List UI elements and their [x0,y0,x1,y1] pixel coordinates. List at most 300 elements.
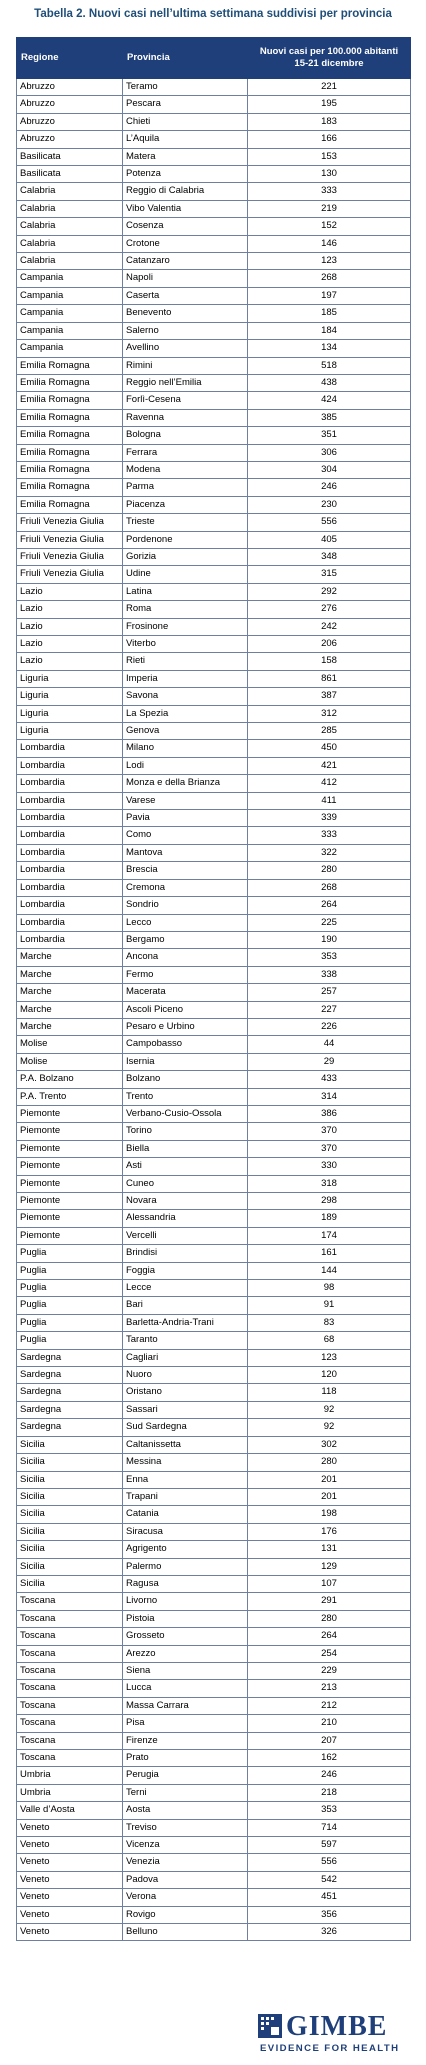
cell-regione: Marche [17,1001,123,1018]
cell-regione: Sardegna [17,1384,123,1401]
table-row [17,1071,411,1088]
cell-regione: Lombardia [17,792,123,809]
header-provincia: Provincia [123,38,248,79]
cell-regione: Lombardia [17,879,123,896]
cell-regione: Lazio [17,583,123,600]
cell-nuovi-casi: 184 [248,322,411,339]
header-regione: Regione [17,38,123,79]
cell-provincia: L’Aquila [123,131,248,148]
cell-provincia: Pavia [123,810,248,827]
gimbe-logo-name: GIMBE [286,2011,388,2042]
cell-provincia: Arezzo [123,1645,248,1662]
cell-provincia: Torino [123,1123,248,1140]
table-row [17,740,411,757]
cell-provincia: Rieti [123,653,248,670]
cell-regione: Calabria [17,235,123,252]
cell-nuovi-casi: 268 [248,879,411,896]
cell-regione: Toscana [17,1610,123,1627]
cell-nuovi-casi: 197 [248,287,411,304]
cell-provincia: Lucca [123,1680,248,1697]
cell-nuovi-casi: 264 [248,1628,411,1645]
cell-nuovi-casi: 207 [248,1732,411,1749]
table-row [17,1819,411,1836]
cell-nuovi-casi: 153 [248,148,411,165]
header-nuovi-casi-line2: 15-21 dicembre [294,58,364,69]
cell-regione: Toscana [17,1715,123,1732]
table-row [17,1227,411,1244]
cell-provincia: Rimini [123,357,248,374]
cell-provincia: Mantova [123,844,248,861]
table-row [17,1628,411,1645]
table-row [17,409,411,426]
cell-nuovi-casi: 68 [248,1332,411,1349]
cell-regione: Emilia Romagna [17,479,123,496]
cell-nuovi-casi: 597 [248,1837,411,1854]
cell-regione: Lazio [17,653,123,670]
table-row [17,1140,411,1157]
cell-nuovi-casi: 556 [248,514,411,531]
cell-provincia: Massa Carrara [123,1697,248,1714]
cell-provincia: Ravenna [123,409,248,426]
cell-nuovi-casi: 298 [248,1193,411,1210]
cell-nuovi-casi: 218 [248,1784,411,1801]
cell-provincia: Matera [123,148,248,165]
cell-nuovi-casi: 339 [248,810,411,827]
cell-regione: Lombardia [17,757,123,774]
cell-nuovi-casi: 411 [248,792,411,809]
cell-provincia: Vibo Valentia [123,200,248,217]
cell-provincia: Genova [123,723,248,740]
cell-nuovi-casi: 92 [248,1419,411,1436]
cell-provincia: Potenza [123,166,248,183]
table-row [17,1401,411,1418]
cell-regione: Toscana [17,1593,123,1610]
table-row [17,1384,411,1401]
cell-provincia: Pisa [123,1715,248,1732]
table-row [17,1488,411,1505]
cell-nuovi-casi: 370 [248,1123,411,1140]
cell-regione: Lombardia [17,740,123,757]
cell-nuovi-casi: 433 [248,1071,411,1088]
cell-nuovi-casi: 257 [248,984,411,1001]
table-row [17,1802,411,1819]
cell-nuovi-casi: 276 [248,601,411,618]
cell-provincia: Perugia [123,1767,248,1784]
cell-provincia: Biella [123,1140,248,1157]
table-row [17,200,411,217]
cell-regione: Lombardia [17,844,123,861]
cell-regione: Sardegna [17,1419,123,1436]
cell-regione: Puglia [17,1280,123,1297]
table-row [17,1750,411,1767]
cell-provincia: Parma [123,479,248,496]
cell-nuovi-casi: 424 [248,392,411,409]
table-row [17,775,411,792]
cell-provincia: Pesaro e Urbino [123,1018,248,1035]
cell-regione: Liguria [17,705,123,722]
cell-nuovi-casi: 120 [248,1367,411,1384]
cell-nuovi-casi: 29 [248,1053,411,1070]
cell-provincia: Treviso [123,1819,248,1836]
cell-regione: Marche [17,1018,123,1035]
cell-nuovi-casi: 302 [248,1436,411,1453]
cell-nuovi-casi: 333 [248,827,411,844]
cell-provincia: Pistoia [123,1610,248,1627]
cell-regione: Lombardia [17,827,123,844]
cell-nuovi-casi: 356 [248,1906,411,1923]
cell-regione: Marche [17,966,123,983]
cell-regione: Emilia Romagna [17,496,123,513]
table-row [17,1593,411,1610]
cell-nuovi-casi: 210 [248,1715,411,1732]
table-row [17,1558,411,1575]
table-row [17,1193,411,1210]
cell-regione: Toscana [17,1697,123,1714]
cell-regione: Toscana [17,1645,123,1662]
cell-regione: Campania [17,287,123,304]
table-row [17,1575,411,1592]
cell-nuovi-casi: 292 [248,583,411,600]
cell-regione: Calabria [17,200,123,217]
cell-regione: Molise [17,1053,123,1070]
table-row [17,1332,411,1349]
table-row [17,1105,411,1122]
cell-provincia: Vicenza [123,1837,248,1854]
cases-table [16,37,411,1941]
cell-provincia: Frosinone [123,618,248,635]
cell-provincia: Vercelli [123,1227,248,1244]
cell-regione: Umbria [17,1767,123,1784]
cell-regione: Abruzzo [17,96,123,113]
cell-provincia: Cagliari [123,1349,248,1366]
cell-provincia: Catanzaro [123,253,248,270]
cell-provincia: Aosta [123,1802,248,1819]
cell-nuovi-casi: 129 [248,1558,411,1575]
header-nuovi-casi-line1: Nuovi casi per 100.000 abitanti [259,46,399,57]
cell-regione: Sicilia [17,1541,123,1558]
cell-regione: Toscana [17,1662,123,1679]
table-row [17,113,411,130]
cell-provincia: Como [123,827,248,844]
cell-nuovi-casi: 348 [248,548,411,565]
cell-provincia: Piacenza [123,496,248,513]
cell-provincia: Ragusa [123,1575,248,1592]
table-row [17,1662,411,1679]
cell-provincia: Ancona [123,949,248,966]
cell-provincia: Isernia [123,1053,248,1070]
cell-provincia: Novara [123,1193,248,1210]
cell-nuovi-casi: 144 [248,1262,411,1279]
table-row [17,531,411,548]
cell-nuovi-casi: 229 [248,1662,411,1679]
cell-provincia: Rovigo [123,1906,248,1923]
cell-nuovi-casi: 312 [248,705,411,722]
cell-regione: Friuli Venezia Giulia [17,566,123,583]
cell-nuovi-casi: 314 [248,1088,411,1105]
cell-nuovi-casi: 206 [248,636,411,653]
cell-nuovi-casi: 318 [248,1175,411,1192]
cell-provincia: Lodi [123,757,248,774]
cell-provincia: Avellino [123,340,248,357]
cell-provincia: Oristano [123,1384,248,1401]
cell-regione: Molise [17,1036,123,1053]
table-row [17,427,411,444]
cell-provincia: Palermo [123,1558,248,1575]
cell-provincia: Trapani [123,1488,248,1505]
cell-nuovi-casi: 351 [248,427,411,444]
cell-regione: Veneto [17,1837,123,1854]
table-row [17,1523,411,1540]
cell-nuovi-casi: 254 [248,1645,411,1662]
cell-regione: Puglia [17,1262,123,1279]
cell-provincia: Taranto [123,1332,248,1349]
cell-regione: Piemonte [17,1140,123,1157]
cell-provincia: Cuneo [123,1175,248,1192]
gimbe-logo-mark-icon [258,2014,282,2038]
cell-regione: Sicilia [17,1471,123,1488]
cell-provincia: Monza e della Brianza [123,775,248,792]
table-row [17,1245,411,1262]
table-row [17,1123,411,1140]
cell-regione: Piemonte [17,1105,123,1122]
table-row [17,392,411,409]
cell-nuovi-casi: 714 [248,1819,411,1836]
cell-provincia: Asti [123,1158,248,1175]
cell-nuovi-casi: 190 [248,931,411,948]
cell-nuovi-casi: 556 [248,1854,411,1871]
cell-nuovi-casi: 146 [248,235,411,252]
cell-regione: Abruzzo [17,131,123,148]
table-row [17,1314,411,1331]
cell-regione: Veneto [17,1871,123,1888]
cell-provincia: Belluno [123,1924,248,1941]
table-row [17,653,411,670]
table-row [17,1645,411,1662]
table-row [17,270,411,287]
cell-nuovi-casi: 221 [248,79,411,96]
cell-nuovi-casi: 189 [248,1210,411,1227]
cell-regione: Piemonte [17,1158,123,1175]
cell-provincia: Bari [123,1297,248,1314]
cell-nuovi-casi: 118 [248,1384,411,1401]
cell-regione: Campania [17,270,123,287]
cell-nuovi-casi: 330 [248,1158,411,1175]
table-row [17,1454,411,1471]
table-row [17,618,411,635]
cell-provincia: Milano [123,740,248,757]
cell-provincia: Trieste [123,514,248,531]
table-row [17,636,411,653]
cell-nuovi-casi: 198 [248,1506,411,1523]
cell-provincia: La Spezia [123,705,248,722]
cell-nuovi-casi: 387 [248,688,411,705]
header-nuovi-casi [248,38,411,79]
table-row [17,461,411,478]
cell-nuovi-casi: 174 [248,1227,411,1244]
table-row [17,966,411,983]
table-row [17,479,411,496]
cell-regione: Piemonte [17,1193,123,1210]
cell-regione: Lazio [17,618,123,635]
cell-provincia: Bologna [123,427,248,444]
table-row [17,357,411,374]
table-row [17,670,411,687]
cell-nuovi-casi: 212 [248,1697,411,1714]
cell-provincia: Udine [123,566,248,583]
cell-regione: Veneto [17,1854,123,1871]
table-row [17,1349,411,1366]
table-row [17,1158,411,1175]
gimbe-logo-tagline: EVIDENCE FOR HEALTH [260,2043,400,2054]
cell-provincia: Benevento [123,305,248,322]
cell-regione: Lombardia [17,914,123,931]
cell-regione: Puglia [17,1314,123,1331]
cell-nuovi-casi: 130 [248,166,411,183]
cell-regione: Basilicata [17,148,123,165]
table-row [17,253,411,270]
cell-regione: Campania [17,340,123,357]
cell-nuovi-casi: 166 [248,131,411,148]
cell-regione: Friuli Venezia Giulia [17,531,123,548]
cell-regione: Lombardia [17,897,123,914]
table-row [17,844,411,861]
cell-provincia: Imperia [123,670,248,687]
table-row [17,131,411,148]
cell-regione: Sicilia [17,1436,123,1453]
cell-regione: Puglia [17,1245,123,1262]
table-row [17,1715,411,1732]
table-row [17,688,411,705]
cell-provincia: Verona [123,1889,248,1906]
cell-nuovi-casi: 225 [248,914,411,931]
cell-nuovi-casi: 246 [248,1767,411,1784]
cell-regione: Piemonte [17,1210,123,1227]
cell-regione: Sicilia [17,1523,123,1540]
table-row [17,792,411,809]
cell-regione: Sicilia [17,1575,123,1592]
table-row [17,374,411,391]
table-row [17,1210,411,1227]
table-row [17,1871,411,1888]
cell-regione: Emilia Romagna [17,374,123,391]
cell-nuovi-casi: 123 [248,253,411,270]
cell-provincia: Lecce [123,1280,248,1297]
table-row [17,287,411,304]
cell-nuovi-casi: 92 [248,1401,411,1418]
cell-regione: Piemonte [17,1227,123,1244]
cell-regione: Piemonte [17,1175,123,1192]
cell-provincia: Padova [123,1871,248,1888]
cell-regione: Calabria [17,218,123,235]
cell-nuovi-casi: 227 [248,1001,411,1018]
cell-regione: Sicilia [17,1558,123,1575]
cell-provincia: Terni [123,1784,248,1801]
cell-regione: Abruzzo [17,113,123,130]
table-row [17,1471,411,1488]
cell-provincia: Fermo [123,966,248,983]
cell-provincia: Bolzano [123,1071,248,1088]
cell-regione: Abruzzo [17,79,123,96]
cell-regione: Calabria [17,253,123,270]
cell-regione: Marche [17,949,123,966]
cell-provincia: Reggio nell’Emilia [123,374,248,391]
cell-provincia: Verbano-Cusio-Ossola [123,1105,248,1122]
cell-provincia: Sondrio [123,897,248,914]
cell-regione: P.A. Bolzano [17,1071,123,1088]
cell-provincia: Firenze [123,1732,248,1749]
cell-nuovi-casi: 280 [248,862,411,879]
cell-nuovi-casi: 285 [248,723,411,740]
cell-provincia: Teramo [123,79,248,96]
cell-provincia: Pordenone [123,531,248,548]
cell-nuovi-casi: 230 [248,496,411,513]
cell-regione: Lombardia [17,862,123,879]
table-row [17,879,411,896]
cell-provincia: Grosseto [123,1628,248,1645]
table-header-row [17,38,411,79]
cell-provincia: Livorno [123,1593,248,1610]
table-row [17,1088,411,1105]
cell-regione: Lombardia [17,775,123,792]
cell-provincia: Viterbo [123,636,248,653]
cell-regione: Sardegna [17,1367,123,1384]
cell-regione: Basilicata [17,166,123,183]
cell-regione: Piemonte [17,1123,123,1140]
cell-nuovi-casi: 185 [248,305,411,322]
cell-nuovi-casi: 131 [248,1541,411,1558]
cell-nuovi-casi: 438 [248,374,411,391]
cell-nuovi-casi: 421 [248,757,411,774]
cell-regione: Toscana [17,1628,123,1645]
cell-nuovi-casi: 83 [248,1314,411,1331]
cell-provincia: Enna [123,1471,248,1488]
cell-regione: Lombardia [17,931,123,948]
cell-provincia: Siracusa [123,1523,248,1540]
cell-regione: Veneto [17,1906,123,1923]
table-row [17,1280,411,1297]
cell-regione: Lazio [17,636,123,653]
table-row [17,1036,411,1053]
table-row [17,931,411,948]
cell-regione: Liguria [17,670,123,687]
table-row [17,148,411,165]
table-row [17,1854,411,1871]
cell-provincia: Prato [123,1750,248,1767]
cell-nuovi-casi: 322 [248,844,411,861]
table-row [17,1767,411,1784]
cell-provincia: Brindisi [123,1245,248,1262]
table-row [17,1175,411,1192]
cell-regione: Emilia Romagna [17,357,123,374]
cell-regione: Marche [17,984,123,1001]
table-row [17,566,411,583]
cell-provincia: Macerata [123,984,248,1001]
cell-regione: Valle d’Aosta [17,1802,123,1819]
cell-nuovi-casi: 451 [248,1889,411,1906]
cell-provincia: Ascoli Piceno [123,1001,248,1018]
cell-provincia: Ferrara [123,444,248,461]
cell-regione: Emilia Romagna [17,444,123,461]
cell-provincia: Brescia [123,862,248,879]
cell-provincia: Catania [123,1506,248,1523]
cell-provincia: Siena [123,1662,248,1679]
cell-regione: Toscana [17,1750,123,1767]
cell-regione: Emilia Romagna [17,461,123,478]
cell-regione: Sicilia [17,1454,123,1471]
cell-nuovi-casi: 542 [248,1871,411,1888]
cell-provincia: Caserta [123,287,248,304]
cell-nuovi-casi: 91 [248,1297,411,1314]
